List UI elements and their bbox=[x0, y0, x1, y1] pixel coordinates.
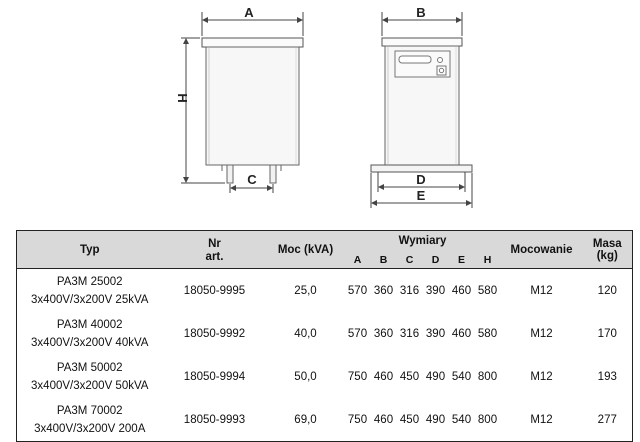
cell-mocowanie: M12 bbox=[530, 284, 553, 297]
cell-dim-d: 490 bbox=[425, 370, 446, 383]
cell-typ bbox=[17, 355, 163, 398]
cell-moc: 69,0 bbox=[294, 413, 317, 426]
cell-nr: 18050-9995 bbox=[183, 284, 246, 297]
cell-dim-h: 800 bbox=[477, 370, 498, 383]
cell-dim-d: 390 bbox=[425, 327, 446, 340]
cell-dim-e: 460 bbox=[451, 327, 472, 340]
cell-dim-b: 460 bbox=[373, 370, 394, 383]
cell-moc: 40,0 bbox=[294, 327, 317, 340]
typ-model: PA3M 25002 bbox=[56, 275, 123, 288]
typ-spec: 3x400V/3x200V 200A bbox=[34, 422, 146, 435]
cell-dim-c: 316 bbox=[399, 284, 420, 297]
typ-spec: 3x400V/3x200V 50kVA bbox=[31, 379, 149, 392]
cell-mocowanie: M12 bbox=[530, 413, 553, 426]
header-wymiary: Wymiary bbox=[398, 234, 447, 247]
dim-label-d: D bbox=[416, 172, 426, 187]
cell-masa: 120 bbox=[597, 284, 617, 297]
cell-dim-c: 450 bbox=[399, 413, 420, 426]
cell-dim-c: 316 bbox=[399, 327, 420, 340]
dim-label-e: E bbox=[416, 188, 426, 203]
typ-spec: 3x400V/3x200V 25kVA bbox=[31, 293, 149, 306]
cell-dim-a: 570 bbox=[347, 327, 368, 340]
cell-masa: 170 bbox=[597, 327, 617, 340]
cell-dim-d: 490 bbox=[425, 413, 446, 426]
cell-masa: 193 bbox=[597, 370, 617, 383]
table-header bbox=[17, 231, 633, 269]
cell-typ bbox=[17, 269, 163, 313]
dim-label-h: H bbox=[175, 93, 190, 103]
dim-label-a: A bbox=[244, 5, 254, 20]
header-dim-d: D bbox=[423, 250, 449, 269]
header-typ: Typ bbox=[17, 231, 163, 269]
cell-dim-e: 460 bbox=[451, 284, 472, 297]
cell-dim-a: 750 bbox=[347, 413, 368, 426]
cell-dim-d: 390 bbox=[425, 284, 446, 297]
table-body bbox=[17, 269, 633, 442]
side-view bbox=[371, 5, 472, 208]
cell-dim-b: 360 bbox=[373, 327, 394, 340]
dim-label-b: B bbox=[416, 5, 426, 20]
header-dim-a: A bbox=[345, 250, 371, 269]
header-dim-c: C bbox=[397, 250, 423, 269]
cell-dim-a: 750 bbox=[347, 370, 368, 383]
cell-moc: 50,0 bbox=[294, 370, 317, 383]
front-view bbox=[175, 5, 303, 193]
cell-typ bbox=[17, 312, 163, 355]
typ-model: PA3M 40002 bbox=[56, 318, 123, 331]
cell-dim-h: 580 bbox=[477, 284, 498, 297]
cell-mocowanie: M12 bbox=[530, 327, 553, 340]
table-row bbox=[17, 355, 633, 398]
cell-typ bbox=[17, 398, 163, 442]
dim-label-c: C bbox=[247, 172, 257, 187]
header-art: art. bbox=[163, 250, 267, 269]
table-row bbox=[17, 269, 633, 313]
cell-nr: 18050-9992 bbox=[183, 327, 246, 340]
table-row bbox=[17, 398, 633, 442]
header-dim-h: H bbox=[475, 250, 501, 269]
cell-masa: 277 bbox=[597, 413, 617, 426]
cell-dim-b: 360 bbox=[373, 284, 394, 297]
typ-model: PA3M 70002 bbox=[56, 404, 123, 417]
typ-spec: 3x400V/3x200V 40kVA bbox=[31, 336, 149, 349]
cell-dim-b: 460 bbox=[373, 413, 394, 426]
cell-dim-c: 450 bbox=[399, 370, 420, 383]
cell-nr: 18050-9994 bbox=[183, 370, 246, 383]
header-masa: Masa (kg) bbox=[583, 231, 633, 269]
header-dim-e: E bbox=[449, 250, 475, 269]
cell-moc: 25,0 bbox=[294, 284, 317, 297]
specification-table bbox=[16, 230, 633, 442]
header-dim-b: B bbox=[371, 250, 397, 269]
header-nr: Nr bbox=[208, 238, 221, 250]
cell-dim-e: 540 bbox=[451, 370, 472, 383]
header-moc: Moc (kVA) bbox=[267, 231, 345, 269]
cell-mocowanie: M12 bbox=[530, 370, 553, 383]
table-row bbox=[17, 312, 633, 355]
header-mocowanie: Mocowanie bbox=[501, 231, 583, 269]
cell-dim-e: 540 bbox=[451, 413, 472, 426]
cell-dim-a: 570 bbox=[347, 284, 368, 297]
cell-dim-h: 800 bbox=[477, 413, 498, 426]
typ-model: PA3M 50002 bbox=[56, 361, 123, 374]
cell-nr: 18050-9993 bbox=[183, 413, 246, 426]
cell-dim-h: 580 bbox=[477, 327, 498, 340]
